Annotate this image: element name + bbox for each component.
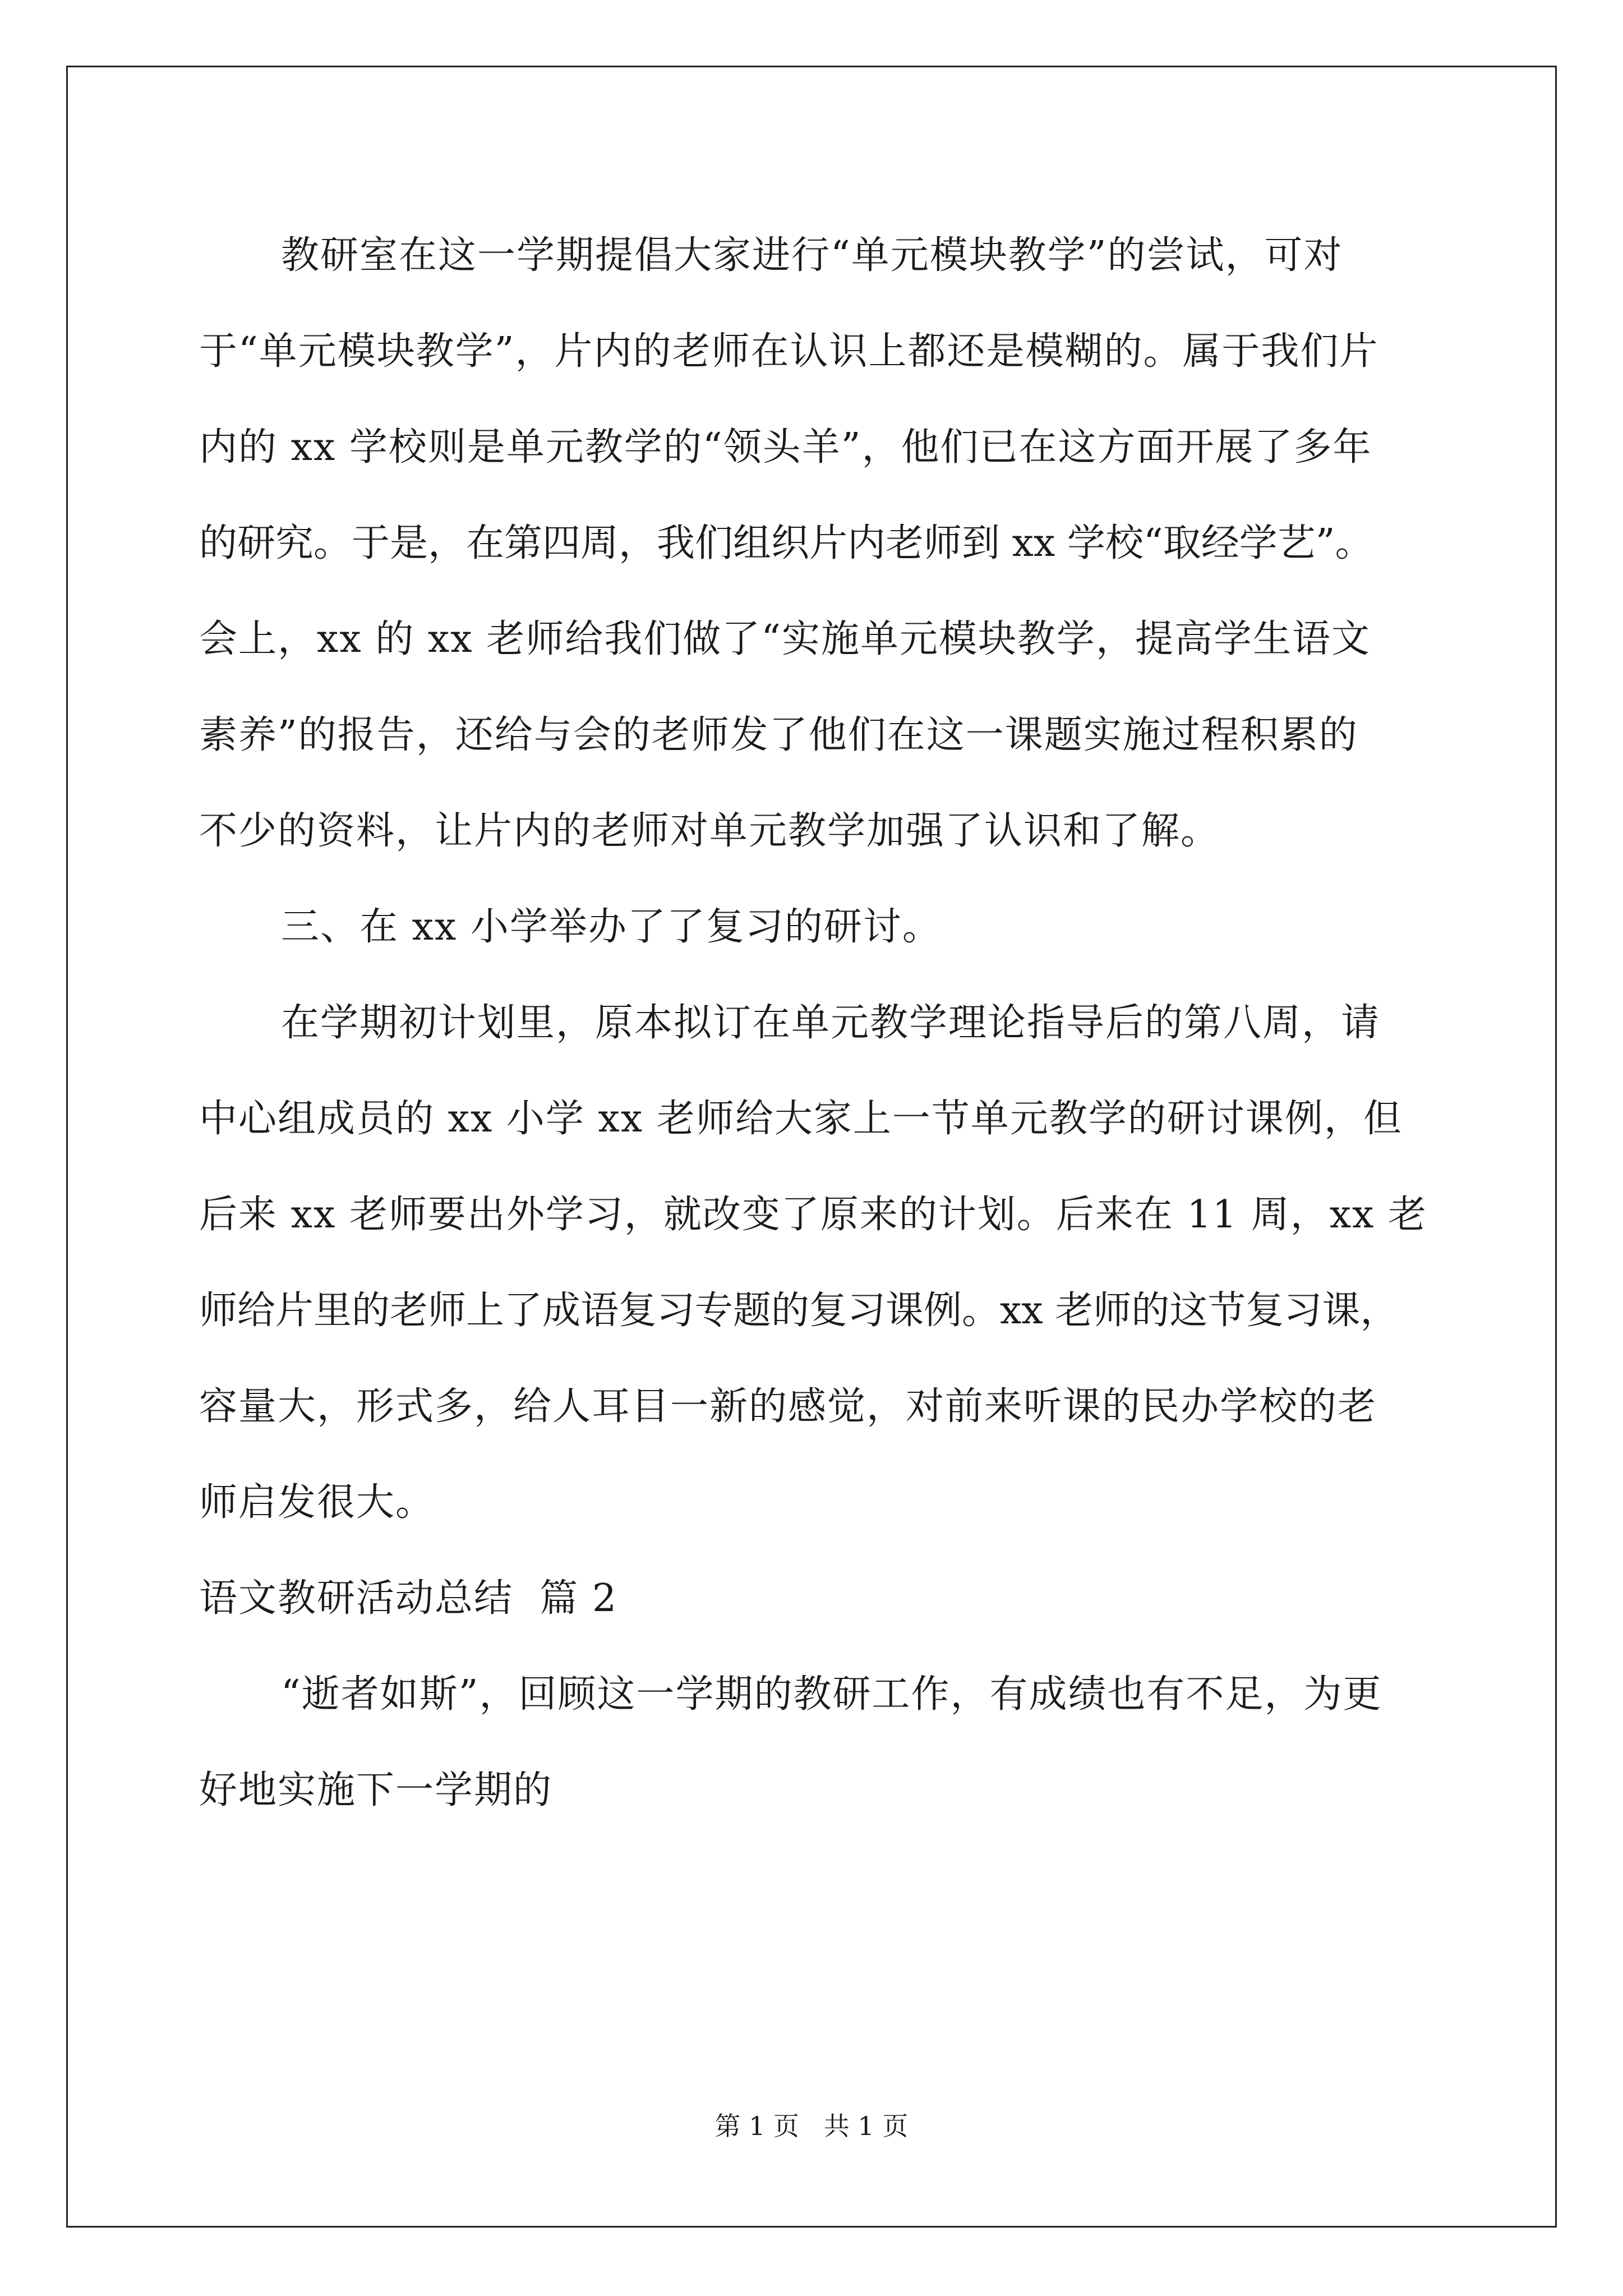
paragraph-line: 素养”的报告，还给与会的老师发了他们在这一课题实施过程积累的 (199, 713, 1358, 757)
paragraph-line: 于“单元模块教学”，片内的老师在认识上都还是模糊的。属于我们片 (199, 329, 1379, 374)
section-subheading: 三、在 xx 小学举办了了复习的研讨。 (281, 905, 942, 949)
paragraph-line: 教研室在这一学期提倡大家进行“单元模块教学”的尝试，可对 (281, 233, 1343, 278)
section-heading: 语文教研活动总结 篇 2 (199, 1576, 618, 1621)
paragraph-line: 不少的资料，让片内的老师对单元教学加强了认识和了解。 (199, 809, 1220, 853)
page-number-footer: 第 1 页 共 1 页 (714, 2111, 909, 2141)
paragraph-line: 在学期初计划里，原本拟订在单元教学理论指导后的第八周，请 (281, 1001, 1381, 1045)
paragraph-line: 师给片里的老师上了成语复习专题的复习课例。xx 老师的这节复习课， (199, 1289, 1399, 1333)
paragraph-line: 会上，xx 的 xx 老师给我们做了“实施单元模块教学，提高学生语文 (199, 617, 1371, 661)
paragraph-line: “逝者如斯”，回顾这一学期的教研工作，有成绩也有不足，为更 (281, 1672, 1382, 1717)
paragraph-line: 好地实施下一学期的 (199, 1768, 553, 1812)
paragraph-line: 中心组成员的 xx 小学 xx 老师给大家上一节单元教学的研讨课例，但 (199, 1097, 1403, 1141)
document-body (199, 208, 1438, 1838)
paragraph-line: 后来 xx 老师要出外学习，就改变了原来的计划。后来在 11 周，xx 老 (199, 1193, 1428, 1237)
paragraph-line: 内的 xx 学校则是单元教学的“领头羊”，他们已在这方面开展了多年 (199, 425, 1372, 470)
paragraph-line: 师启发很大。 (199, 1480, 435, 1525)
paragraph-line: 容量大，形式多，给人耳目一新的感觉，对前来听课的民办学校的老 (199, 1384, 1377, 1429)
paragraph-line: 的研究。于是，在第四周，我们组织片内老师到 xx 学校“取经学艺”。 (199, 521, 1373, 565)
